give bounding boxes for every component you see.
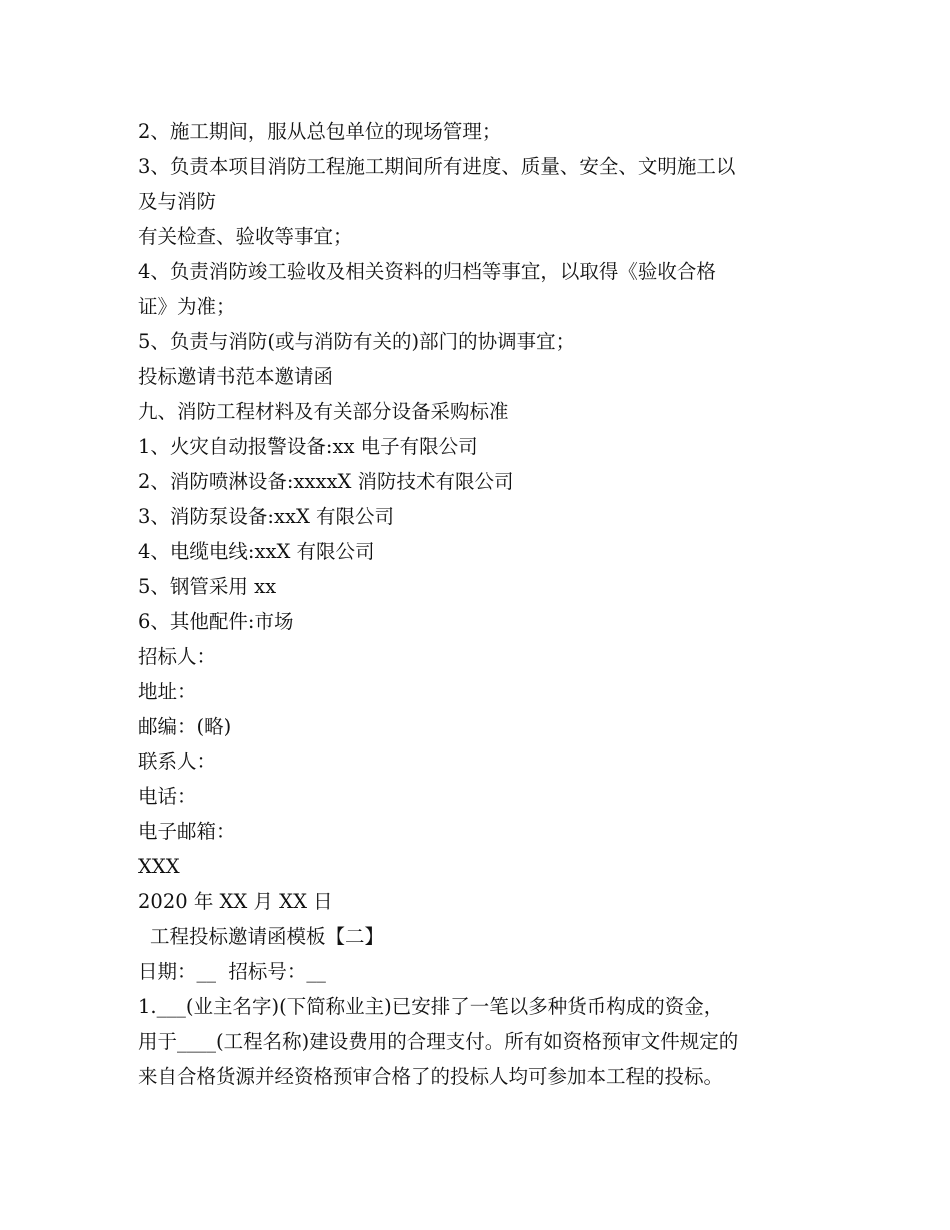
paragraph-line: 来自合格货源并经资格预审合格了的投标人均可参加本工程的投标。: [138, 1065, 724, 1088]
list-item: 4、电缆电线:xxX 有限公司: [138, 540, 375, 563]
contact-field-postcode: 邮编：(略): [138, 715, 232, 738]
text-line: 及与消防: [138, 190, 217, 213]
list-item: 2、消防喷淋设备:xxxxX 消防技术有限公司: [138, 470, 514, 493]
signature-name: XXX: [138, 855, 180, 878]
list-item: 5、钢管采用 xx: [138, 575, 277, 598]
contact-field-address: 地址：: [138, 680, 197, 703]
template-title: 工程投标邀请函模板【二】: [150, 925, 385, 948]
document-body: [138, 114, 818, 1094]
contact-field-tenderer: 招标人：: [138, 645, 217, 668]
text-line: 证》为准；: [138, 295, 236, 318]
section-heading: 九、消防工程材料及有关部分设备采购标准: [138, 400, 509, 423]
list-item: 3、消防泵设备:xxX 有限公司: [138, 505, 395, 528]
contact-field-email: 电子邮箱：: [138, 820, 236, 843]
list-item: 1、火灾自动报警设备:xx 电子有限公司: [138, 435, 478, 458]
signature-date: 2020 年 XX 月 XX 日: [138, 890, 333, 913]
section-title: 投标邀请书范本邀请函: [138, 365, 334, 388]
contact-field-contact: 联系人：: [138, 750, 217, 773]
list-item: 6、其他配件:市场: [138, 610, 294, 633]
text-line: 4、负责消防竣工验收及相关资料的归档等事宜，以取得《验收合格: [138, 260, 716, 283]
paragraph-line: 1.___(业主名字)(下简称业主)已安排了一笔以多种货币构成的资金，: [138, 995, 724, 1018]
text-line: 3、负责本项目消防工程施工期间所有进度、质量、安全、文明施工以: [138, 155, 736, 178]
date-and-tender-number: 日期：__ 招标号：__: [138, 960, 326, 983]
text-line: 2、施工期间，服从总包单位的现场管理；: [138, 120, 502, 143]
text-line: 有关检查、验收等事宜；: [138, 225, 353, 248]
paragraph-line: 用于____(工程名称)建设费用的合理支付。所有如资格预审文件规定的: [138, 1030, 739, 1053]
text-line: 5、负责与消防(或与消防有关的)部门的协调事宜；: [138, 330, 576, 353]
contact-field-phone: 电话：: [138, 785, 197, 808]
